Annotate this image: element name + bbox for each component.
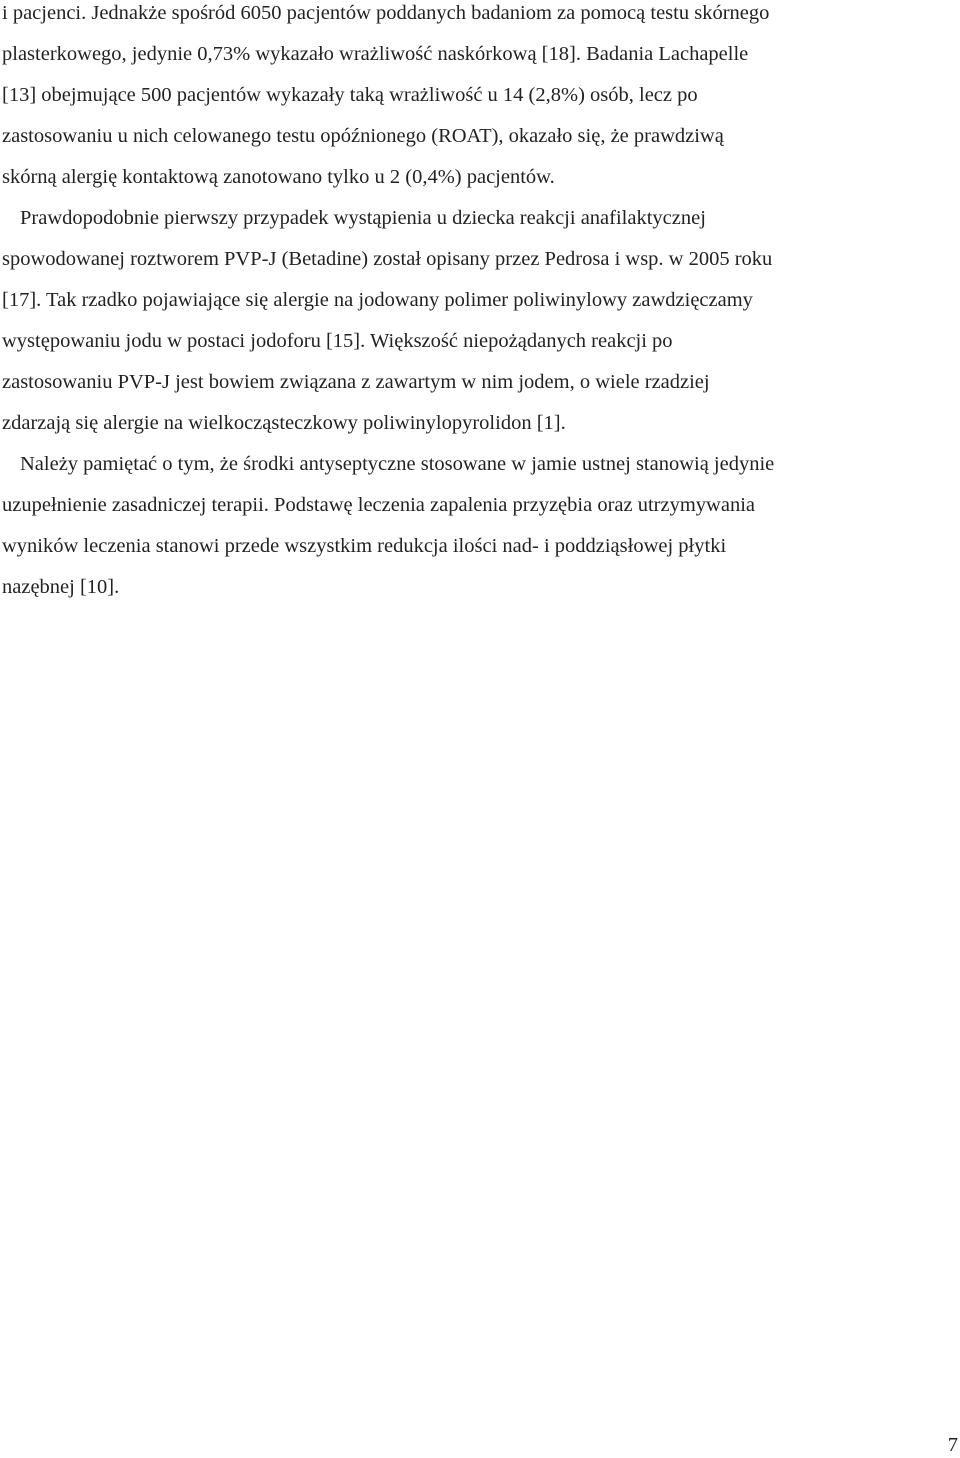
text-line: [17]. Tak rzadko pojawiające się alergie na jodowany polimer poliwinylowy zawdzięczamy [2,289,753,311]
text-line: skórną alergię kontaktową zanotowano tylko u 2 (0,4%) pacjentów. [2,166,555,188]
text-line: i pacjenci. Jednakże spośród 6050 pacjentów poddanych badaniom za pomocą testu skórnego [2,2,770,24]
text-line: nazębnej [10]. [2,576,120,598]
text-line: [13] obejmujące 500 pacjentów wykazały taką wrażliwość u 14 (2,8%) osób, lecz po [2,84,698,106]
text-line: Należy pamiętać o tym, że środki antyseptyczne stosowane w jamie ustnej stanowią jedynie [20,453,775,475]
text-line: spowodowanej roztworem PVP-J (Betadine) został opisany przez Pedrosa i wsp. w 2005 roku [2,248,773,270]
text-line: zdarzają się alergie na wielkocząsteczkowy poliwinylopyrolidon [1]. [2,412,566,434]
text-line: uzupełnienie zasadniczej terapii. Podstawę leczenia zapalenia przyzębia oraz utrzymywania [2,494,755,516]
text-line: zastosowaniu PVP-J jest bowiem związana z zawartym w nim jodem, o wiele rzadziej [2,371,710,393]
text-line: Prawdopodobnie pierwszy przypadek wystąpienia u dziecka reakcji anafilaktycznej [20,207,706,229]
page-number: 7 [947,1434,958,1456]
text-line: występowaniu jodu w postaci jodoforu [15]. Większość niepożądanych reakcji po [2,330,673,352]
text-line: wyników leczenia stanowi przede wszystkim redukcja ilości nad- i poddziąsłowej płytki [2,535,727,557]
text-line: plasterkowego, jedynie 0,73% wykazało wrażliwość naskórkową [18]. Badania Lachapelle [2,43,749,65]
text-line: zastosowaniu u nich celowanego testu opóźnionego (ROAT), okazało się, że prawdziwą [2,125,724,147]
